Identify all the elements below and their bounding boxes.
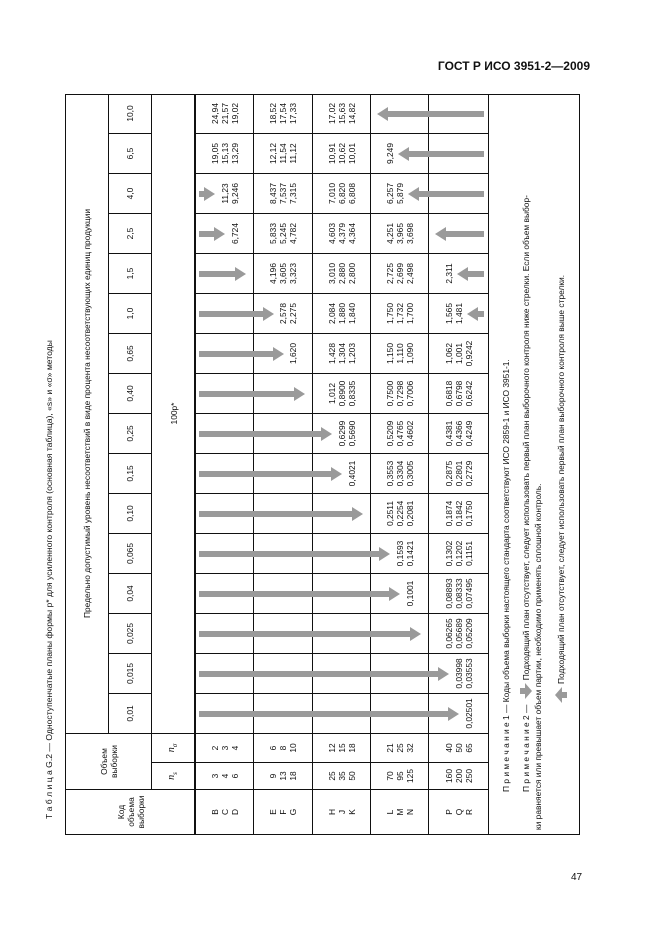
header-code-label: Код bbox=[115, 804, 126, 820]
value-cell bbox=[428, 534, 488, 574]
plan-value: 1,732 bbox=[394, 303, 405, 324]
plan-value: 0,2254 bbox=[394, 500, 405, 527]
plan-value: 19,02 bbox=[229, 103, 240, 124]
ns: 160 bbox=[443, 769, 454, 783]
header-aql-value bbox=[108, 414, 151, 454]
plan-value: 6,808 bbox=[346, 183, 357, 204]
plan-value: 0,1001 bbox=[404, 580, 415, 607]
plan-value: 9,246 bbox=[229, 183, 240, 204]
arrow-up-icon bbox=[457, 267, 484, 281]
note-line bbox=[520, 195, 534, 792]
plan-value: 14,82 bbox=[346, 103, 357, 124]
arrow-down-icon bbox=[199, 307, 274, 321]
value-cell bbox=[370, 494, 428, 534]
plan-value: 11,12 bbox=[288, 143, 298, 164]
sample-code-cell bbox=[428, 790, 488, 835]
plan-value: 0,9242 bbox=[463, 340, 474, 367]
plan-value: 0,1750 bbox=[463, 500, 474, 527]
ns-main: n bbox=[166, 774, 177, 780]
ns-cell bbox=[195, 763, 253, 790]
aql-value: 0,65 bbox=[125, 345, 135, 362]
plan-value: 0,03553 bbox=[463, 658, 474, 689]
plan-value: 1,840 bbox=[346, 303, 357, 324]
plan-value: 0,1151 bbox=[463, 541, 474, 566]
value-cell bbox=[428, 414, 488, 454]
value-cell bbox=[312, 374, 370, 414]
aql-value: 0,25 bbox=[125, 425, 135, 442]
plan-value: 3,605 bbox=[278, 263, 288, 284]
plan-value: 0,1202 bbox=[453, 540, 464, 567]
arrow-up-icon bbox=[408, 187, 484, 201]
note2-label: П р и м е ч а н и е 2 — bbox=[521, 704, 532, 792]
nc-cell bbox=[428, 734, 488, 763]
sample-code: N bbox=[404, 808, 415, 816]
aql-value: 1,5 bbox=[125, 267, 135, 280]
ns-cell bbox=[428, 763, 488, 790]
plan-value: 1,150 bbox=[384, 343, 395, 364]
ns: 4 bbox=[219, 773, 230, 779]
value-cell bbox=[370, 374, 428, 414]
note-line bbox=[533, 484, 543, 831]
plan-value: 2,725 bbox=[384, 263, 395, 284]
aql-value: 0,04 bbox=[125, 585, 135, 602]
nc: 15 bbox=[336, 743, 347, 753]
plan-value: 0,6818 bbox=[443, 380, 454, 407]
plan-value: 1,304 bbox=[336, 343, 347, 364]
plan-value: 1,880 bbox=[336, 303, 347, 324]
page-number: 47 bbox=[571, 872, 583, 883]
sample-code: R bbox=[463, 808, 474, 816]
value-cell bbox=[195, 94, 253, 134]
plan-value: 0,2801 bbox=[453, 460, 464, 487]
plan-value: 0,7006 bbox=[404, 380, 415, 407]
plan-value: 0,3005 bbox=[404, 460, 415, 487]
plan-value: 0,4602 bbox=[404, 420, 415, 447]
ns: 6 bbox=[229, 773, 240, 779]
header-sample-size bbox=[65, 734, 151, 790]
ns: 25 bbox=[326, 771, 337, 781]
value-cell bbox=[312, 174, 370, 214]
plan-value: 2,800 bbox=[346, 263, 357, 284]
sample-code-cell bbox=[370, 790, 428, 835]
plan-value: 13,29 bbox=[229, 143, 240, 164]
plan-value: 3,323 bbox=[288, 263, 298, 284]
nc-sub: σ bbox=[171, 743, 179, 748]
ns-sub: s bbox=[171, 772, 179, 775]
plan-value: 4,379 bbox=[336, 223, 347, 244]
sample-code: E bbox=[268, 809, 278, 815]
value-cell bbox=[253, 214, 312, 254]
ns: 200 bbox=[453, 769, 464, 783]
nc: 12 bbox=[326, 743, 337, 753]
header-sample-label: Объем bbox=[98, 748, 109, 775]
aql-value: 0,40 bbox=[125, 385, 135, 402]
arrow-up-icon bbox=[435, 227, 484, 241]
plan-value: 18,52 bbox=[268, 103, 278, 124]
header-aql-value bbox=[108, 614, 151, 654]
aql-value: 0,015 bbox=[125, 663, 135, 684]
value-cell bbox=[312, 334, 370, 374]
plan-value: 0,08893 bbox=[443, 578, 454, 609]
plan-value: 6,257 bbox=[384, 183, 395, 204]
nc: 2 bbox=[209, 745, 220, 751]
sample-code: H bbox=[326, 808, 337, 816]
value-cell bbox=[370, 214, 428, 254]
value-cell bbox=[253, 254, 312, 294]
plan-value: 15,13 bbox=[219, 143, 230, 164]
plan-value: 4,603 bbox=[326, 223, 337, 244]
value-cell bbox=[428, 494, 488, 534]
plan-value: 17,54 bbox=[278, 103, 288, 124]
aql-header-text: Предельно допустимый уровень несоответствий в виде процента несоответствующих единиц продукции bbox=[82, 208, 92, 619]
header-aql-value bbox=[108, 494, 151, 534]
value-cell bbox=[428, 574, 488, 614]
header-aql-value bbox=[108, 254, 151, 294]
plan-value: 2,311 bbox=[443, 263, 454, 284]
nc-main: n bbox=[166, 747, 177, 753]
aql-value: 0,15 bbox=[125, 465, 135, 482]
note-line bbox=[501, 359, 511, 792]
plan-value: 3,010 bbox=[326, 263, 337, 284]
plan-value: 0,4366 bbox=[453, 420, 464, 447]
plan-value: 1,001 bbox=[453, 343, 464, 364]
header-sample-code bbox=[65, 790, 195, 835]
plan-value: 9,249 bbox=[384, 143, 395, 164]
sample-code: M bbox=[394, 808, 405, 816]
ns: 95 bbox=[394, 771, 405, 781]
sample-code: L bbox=[384, 809, 395, 815]
p-row-label: 100p* bbox=[168, 402, 179, 425]
header-aql-value bbox=[108, 694, 151, 734]
plan-value: 0,05689 bbox=[453, 618, 464, 649]
plan-value: 0,4765 bbox=[394, 420, 405, 447]
sample-code: J bbox=[336, 809, 347, 815]
nc: 4 bbox=[229, 745, 240, 751]
plan-value: 1,090 bbox=[404, 343, 415, 364]
plan-value: 7,010 bbox=[326, 183, 337, 204]
plan-value: 0,7298 bbox=[394, 380, 405, 407]
ns: 35 bbox=[336, 771, 347, 781]
value-cell bbox=[428, 334, 488, 374]
header-nc bbox=[151, 734, 195, 763]
plan-value: 0,4381 bbox=[443, 420, 454, 447]
nc: 10 bbox=[288, 743, 298, 753]
plan-value: 1,620 bbox=[288, 343, 298, 364]
plan-value: 5,245 bbox=[278, 223, 288, 244]
plan-value: 0,03998 bbox=[453, 658, 464, 689]
value-cell bbox=[428, 614, 488, 654]
header-aql-value bbox=[108, 654, 151, 694]
ns: 50 bbox=[346, 771, 357, 781]
plan-value: 2,084 bbox=[326, 303, 337, 324]
plan-value: 2,275 bbox=[288, 303, 298, 324]
plan-value: 1,700 bbox=[404, 303, 415, 324]
value-cell bbox=[312, 214, 370, 254]
plan-value: 0,8335 bbox=[346, 380, 357, 407]
plan-value: 11,54 bbox=[278, 143, 288, 164]
plan-value: 2,498 bbox=[404, 263, 415, 284]
value-cell bbox=[253, 94, 312, 134]
plan-value: 3,698 bbox=[404, 223, 415, 244]
plan-value: 0,2875 bbox=[443, 460, 454, 487]
nc: 18 bbox=[346, 743, 357, 753]
ns: 13 bbox=[278, 771, 288, 781]
aql-value: 10,0 bbox=[125, 105, 135, 122]
plan-value: 4,251 bbox=[384, 223, 395, 244]
plan-value: 10,62 bbox=[336, 143, 347, 164]
plan-value: 0,1302 bbox=[443, 540, 454, 567]
note3-text: Подходящий план отсутствует, следует использовать первый план выборочного контроля выше стрелки. bbox=[556, 274, 567, 684]
plan-value: 6,820 bbox=[336, 183, 347, 204]
plan-value: 1,110 bbox=[394, 343, 405, 364]
nc: 3 bbox=[219, 745, 230, 751]
ns: 70 bbox=[384, 771, 395, 781]
sample-code: C bbox=[219, 808, 230, 816]
arrow-down-icon bbox=[199, 427, 332, 441]
plan-value: 15,63 bbox=[336, 103, 347, 124]
arrow-down-icon bbox=[199, 667, 449, 681]
aql-value: 0,025 bbox=[125, 623, 135, 644]
header-aql bbox=[65, 94, 108, 734]
nc: 65 bbox=[463, 743, 474, 753]
plan-value: 0,02501 bbox=[463, 698, 474, 729]
nc: 50 bbox=[453, 743, 464, 753]
plan-value: 0,1421 bbox=[404, 540, 415, 567]
plan-value: 21,57 bbox=[219, 103, 230, 124]
aql-value: 0,01 bbox=[125, 705, 135, 722]
plan-value: 7,537 bbox=[278, 183, 288, 204]
plan-value: 0,5690 bbox=[346, 420, 357, 447]
plan-value: 10,01 bbox=[346, 143, 357, 164]
plan-value: 4,782 bbox=[288, 223, 298, 244]
header-aql-value bbox=[108, 94, 151, 134]
nc-symbol bbox=[167, 744, 180, 752]
ns: 18 bbox=[288, 771, 298, 781]
sample-code: D bbox=[229, 808, 240, 816]
document-id: ГОСТ Р ИСО 3951-2—2009 bbox=[437, 59, 590, 73]
arrow-down-icon bbox=[199, 387, 305, 401]
plan-value: 0,1842 bbox=[453, 500, 464, 527]
aql-value: 4,0 bbox=[125, 187, 135, 200]
plan-value: 0,4249 bbox=[463, 420, 474, 447]
table-title: Т а б л и ц а G.2 — Одноступенчатые планы формы p* для усиленного контроля (основная таблица), «s» и «σ» методы bbox=[44, 340, 54, 819]
plan-value: 0,7500 bbox=[384, 380, 395, 407]
aql-value: 2,5 bbox=[125, 227, 135, 240]
value-cell bbox=[370, 414, 428, 454]
plan-value: 1,012 bbox=[326, 383, 337, 404]
value-cell bbox=[370, 254, 428, 294]
plan-value: 0,1874 bbox=[443, 500, 454, 527]
header-aql-value bbox=[108, 574, 151, 614]
plan-value: 10,91 bbox=[326, 143, 337, 164]
nc-cell bbox=[312, 734, 370, 763]
note2-text-cont: ки равняется или превышает объем партии, необходимо применять сплошной контроль. bbox=[533, 483, 543, 830]
plan-value: 8,437 bbox=[268, 183, 278, 204]
arrow-down-icon bbox=[520, 683, 534, 699]
nc: 32 bbox=[404, 743, 415, 753]
ns-symbol bbox=[167, 772, 180, 780]
sample-code: F bbox=[278, 809, 288, 815]
plan-value: 3,965 bbox=[394, 223, 405, 244]
plan-value: 0,3553 bbox=[384, 460, 395, 487]
ns-cell bbox=[312, 763, 370, 790]
sample-code-cell bbox=[312, 790, 370, 835]
plan-value: 2,578 bbox=[278, 303, 288, 324]
note1-label: П р и м е ч а н и е 1 — bbox=[501, 704, 511, 792]
plan-value: 5,833 bbox=[268, 223, 278, 244]
header-aql-value bbox=[108, 174, 151, 214]
plan-value: 0,6299 bbox=[336, 420, 347, 447]
sample-code: G bbox=[288, 808, 298, 816]
plan-value: 17,02 bbox=[326, 103, 337, 124]
plan-value: 0,05209 bbox=[463, 618, 474, 649]
plan-value: 0,8900 bbox=[336, 380, 347, 407]
note2-text: Подходящий план отсутствует, следует использовать первый план выборочного контроля ниже стрелки. Если объем выбор- bbox=[521, 195, 532, 681]
arrow-down-icon bbox=[199, 507, 363, 521]
arrow-up-icon bbox=[377, 107, 484, 121]
plan-value: 12,12 bbox=[268, 143, 278, 164]
header-aql-value bbox=[108, 214, 151, 254]
sample-code: K bbox=[346, 809, 357, 815]
arrow-down-icon bbox=[199, 347, 284, 361]
plan-value: 0,08333 bbox=[453, 578, 464, 609]
nc: 25 bbox=[394, 743, 405, 753]
arrow-down-icon bbox=[199, 707, 459, 721]
plan-value: 5,879 bbox=[394, 183, 405, 204]
sample-code-cell bbox=[195, 790, 253, 835]
sample-code: Q bbox=[453, 808, 464, 816]
plan-value: 2,699 bbox=[394, 263, 405, 284]
plan-value: 0,6242 bbox=[463, 380, 474, 407]
header-code-label: выборки bbox=[135, 795, 146, 829]
arrow-down-icon bbox=[199, 547, 390, 561]
sample-code: B bbox=[209, 809, 220, 815]
plan-value: 1,428 bbox=[326, 343, 337, 364]
arrow-down-icon bbox=[199, 467, 342, 481]
arrow-down-icon bbox=[199, 587, 400, 601]
aql-value: 6,5 bbox=[125, 147, 135, 160]
header-aql-value bbox=[108, 134, 151, 174]
arrow-down-icon bbox=[199, 267, 246, 281]
value-cell bbox=[428, 454, 488, 494]
header-aql-value bbox=[108, 334, 151, 374]
note-line bbox=[555, 275, 569, 706]
ns: 125 bbox=[404, 769, 415, 783]
plan-value: 0,07495 bbox=[463, 578, 474, 609]
value-cell bbox=[312, 254, 370, 294]
nc: 6 bbox=[268, 745, 278, 751]
plan-value: 7,315 bbox=[288, 183, 298, 204]
value-cell bbox=[312, 134, 370, 174]
header-100p bbox=[151, 94, 195, 734]
plan-value: 0,5209 bbox=[384, 420, 395, 447]
nc-cell bbox=[370, 734, 428, 763]
plan-value: 17,33 bbox=[288, 103, 298, 124]
plan-value: 19,05 bbox=[209, 143, 220, 164]
plan-value: 2,880 bbox=[336, 263, 347, 284]
nc-cell bbox=[253, 734, 312, 763]
aql-value: 0,065 bbox=[125, 543, 135, 564]
aql-value: 1,0 bbox=[125, 307, 135, 320]
plan-value: 0,6798 bbox=[453, 380, 464, 407]
nc: 40 bbox=[443, 743, 454, 753]
plan-value: 0,2081 bbox=[404, 500, 415, 527]
plan-value: 1,565 bbox=[443, 303, 454, 324]
ns-cell bbox=[370, 763, 428, 790]
ns: 3 bbox=[209, 773, 220, 779]
header-sample-label: выборки bbox=[108, 745, 119, 778]
note1-text: Коды объема выборки настоящего стандарта соответствуют ИСО 2859-1 и ИСО 3951-1. bbox=[501, 359, 511, 703]
header-aql-value bbox=[108, 294, 151, 334]
sample-code: P bbox=[443, 809, 454, 815]
plan-value: 6,724 bbox=[229, 223, 240, 244]
sample-code-cell bbox=[253, 790, 312, 835]
plan-value: 1,481 bbox=[453, 303, 464, 324]
ns-cell bbox=[253, 763, 312, 790]
plan-value: 1,750 bbox=[384, 303, 395, 324]
arrow-down-icon bbox=[199, 627, 421, 641]
nc: 21 bbox=[384, 743, 395, 753]
arrow-down-icon bbox=[199, 227, 225, 241]
plan-value: 0,3304 bbox=[394, 460, 405, 487]
header-code-label: объема bbox=[125, 797, 136, 827]
header-ns bbox=[151, 763, 195, 790]
value-cell bbox=[370, 454, 428, 494]
value-cell bbox=[428, 374, 488, 414]
arrow-up-icon bbox=[467, 307, 484, 321]
plan-value: 1,203 bbox=[346, 343, 357, 364]
arrow-up-icon bbox=[555, 687, 569, 703]
nc-cell bbox=[195, 734, 253, 763]
value-cell bbox=[253, 174, 312, 214]
plan-value: 1,062 bbox=[443, 343, 454, 364]
header-aql-value bbox=[108, 374, 151, 414]
plan-value: 4,364 bbox=[346, 223, 357, 244]
nc: 8 bbox=[278, 745, 288, 751]
plan-value: 11,23 bbox=[219, 183, 230, 204]
ns: 250 bbox=[463, 769, 474, 783]
arrow-up-icon bbox=[398, 147, 484, 161]
value-cell bbox=[370, 334, 428, 374]
aql-value: 0,10 bbox=[125, 505, 135, 522]
value-cell bbox=[370, 294, 428, 334]
plan-value: 0,1593 bbox=[394, 540, 405, 567]
arrow-down-icon bbox=[199, 187, 215, 201]
plan-value: 0,2729 bbox=[463, 460, 474, 487]
value-cell bbox=[253, 134, 312, 174]
notes-cell bbox=[488, 94, 580, 835]
header-aql-value bbox=[108, 534, 151, 574]
value-cell bbox=[195, 134, 253, 174]
header-aql-value bbox=[108, 454, 151, 494]
rotated-table-block bbox=[40, 90, 590, 835]
ns: 9 bbox=[268, 773, 278, 779]
plan-value: 4,196 bbox=[268, 263, 278, 284]
value-cell bbox=[312, 294, 370, 334]
sampling-plans-table bbox=[65, 94, 580, 835]
plan-value: 0,4021 bbox=[346, 460, 357, 487]
plan-value: 0,2511 bbox=[384, 501, 395, 526]
plan-value: 24,94 bbox=[209, 103, 220, 124]
plan-value: 0,06265 bbox=[443, 618, 454, 649]
value-cell bbox=[312, 94, 370, 134]
